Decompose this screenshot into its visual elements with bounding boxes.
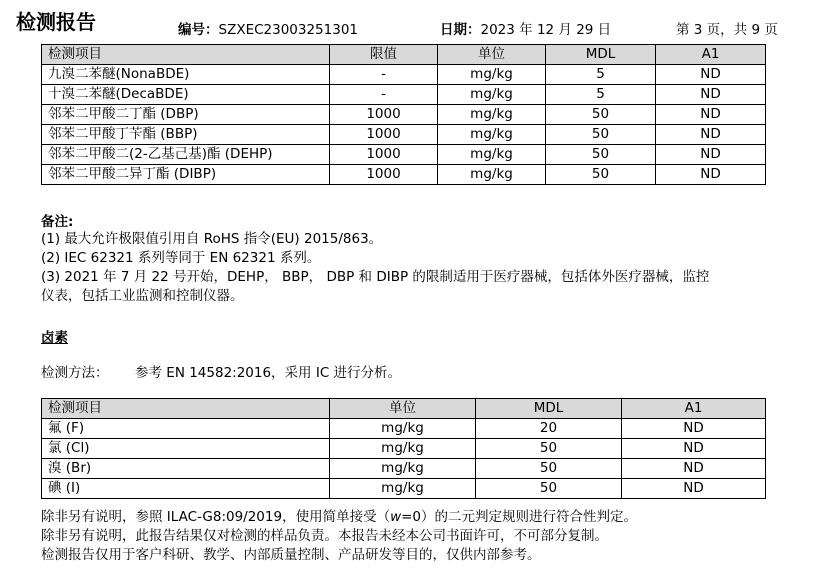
cell-mdl: 20 [476, 419, 622, 439]
col-mdl: MDL [546, 45, 656, 65]
cell-limit: 1000 [330, 125, 438, 145]
table-row [42, 165, 766, 185]
table-row [42, 125, 766, 145]
col-a1: A1 [656, 45, 766, 65]
report-date-label: 日期： [440, 22, 481, 38]
cell-mdl: 50 [546, 105, 656, 125]
footer-usage: 检测报告仅用于客户科研、教学、内部质量控制、产品研发等目的，仅供内部参考。 [41, 547, 541, 563]
test-method-text: 参考 EN 14582:2016，采用 IC 进行分析。 [135, 365, 402, 381]
table-row [42, 419, 766, 439]
cell-test-item: 氯 (Cl) [42, 439, 330, 459]
cell-limit: 1000 [330, 105, 438, 125]
table-row [42, 145, 766, 165]
report-number-label: 编号： [178, 22, 219, 38]
cell-unit: mg/kg [438, 105, 546, 125]
cell-limit: - [330, 85, 438, 105]
cell-limit: 1000 [330, 145, 438, 165]
footer-decision-rule-w: w [390, 509, 402, 525]
cell-unit: mg/kg [438, 85, 546, 105]
cell-unit: mg/kg [438, 165, 546, 185]
table-row [42, 479, 766, 499]
note-item-2: (2) IEC 62321 系列等同于 EN 62321 系列。 [41, 250, 321, 266]
cell-test-item: 邻苯二甲酸丁苄酯 (BBP) [42, 125, 330, 145]
cell-mdl: 50 [476, 439, 622, 459]
footer-liability: 除非另有说明，此报告结果仅对检测的样品负责。本报告未经本公司书面许可，不可部分复制。 [41, 528, 608, 544]
cell-a1: ND [622, 439, 766, 459]
cell-mdl: 50 [546, 145, 656, 165]
table-row [42, 105, 766, 125]
cell-a1: ND [656, 165, 766, 185]
note-item-3: (3) 2021 年 7 月 22 号开始，DEHP， BBP， DBP 和 DIBP 的限制适用于医疗器械，包括体外医疗器械，监控 [41, 269, 710, 285]
cell-unit: mg/kg [438, 125, 546, 145]
cell-test-item: 溴 (Br) [42, 459, 330, 479]
table-header-row [42, 45, 766, 65]
note-item-1: (1) 最大允许极限值引用自 RoHS 指令(EU) 2015/863。 [41, 231, 383, 247]
table-row [42, 65, 766, 85]
cell-test-item: 碘 (I) [42, 479, 330, 499]
test-results-table-halogen [41, 398, 766, 499]
cell-mdl: 50 [476, 479, 622, 499]
cell-mdl: 50 [546, 165, 656, 185]
test-method [41, 361, 401, 381]
cell-test-item: 邻苯二甲酸二丁酯 (DBP) [42, 105, 330, 125]
footer-decision-rule-post: =0）的二元判定规则进行符合性判定。 [401, 509, 638, 525]
report-header [0, 0, 820, 42]
cell-unit: mg/kg [330, 479, 476, 499]
table-row [42, 439, 766, 459]
cell-a1: ND [656, 105, 766, 125]
table-row [42, 85, 766, 105]
test-results-table-pbde-phthalates [41, 44, 766, 185]
cell-mdl: 5 [546, 65, 656, 85]
cell-a1: ND [622, 459, 766, 479]
col-test-item: 检测项目 [42, 45, 330, 65]
cell-a1: ND [656, 85, 766, 105]
cell-test-item: 十溴二苯醚(DecaBDE) [42, 85, 330, 105]
note-item-3-continued: 仪表，包括工业监测和控制仪器。 [41, 288, 244, 304]
footer-decision-rule-pre: 除非另有说明，参照 ILAC-G8:09/2019，使用简单接受（ [41, 509, 391, 525]
cell-unit: mg/kg [330, 459, 476, 479]
cell-a1: ND [622, 419, 766, 439]
cell-a1: ND [656, 65, 766, 85]
notes-title: 备注: [41, 214, 74, 230]
footer-decision-rule [41, 507, 637, 527]
report-date-value: 2023 年 12 月 29 日 [480, 22, 612, 38]
cell-unit: mg/kg [438, 65, 546, 85]
cell-unit: mg/kg [438, 145, 546, 165]
table-header-row [42, 399, 766, 419]
cell-mdl: 50 [546, 125, 656, 145]
report-number [178, 18, 358, 38]
cell-test-item: 邻苯二甲酸二(2-乙基己基)酯 (DEHP) [42, 145, 330, 165]
cell-a1: ND [656, 145, 766, 165]
cell-test-item: 邻苯二甲酸二异丁酯 (DIBP) [42, 165, 330, 185]
cell-unit: mg/kg [330, 419, 476, 439]
report-date [440, 18, 611, 38]
cell-test-item: 氟 (F) [42, 419, 330, 439]
cell-test-item: 九溴二苯醚(NonaBDE) [42, 65, 330, 85]
col-unit: 单位 [330, 399, 476, 419]
cell-limit: - [330, 65, 438, 85]
cell-a1: ND [656, 125, 766, 145]
col-a1: A1 [622, 399, 766, 419]
cell-a1: ND [622, 479, 766, 499]
cell-unit: mg/kg [330, 439, 476, 459]
col-test-item: 检测项目 [42, 399, 330, 419]
halogen-section-title: 卤素 [41, 330, 68, 346]
report-number-value: SZXEC23003251301 [218, 22, 359, 38]
col-limit: 限值 [330, 45, 438, 65]
table-row [42, 459, 766, 479]
cell-limit: 1000 [330, 165, 438, 185]
cell-mdl: 50 [476, 459, 622, 479]
test-method-label: 检测方法： [41, 365, 109, 381]
page-indicator: 第 3 页，共 9 页 [676, 22, 778, 38]
col-mdl: MDL [476, 399, 622, 419]
col-unit: 单位 [438, 45, 546, 65]
cell-mdl: 5 [546, 85, 656, 105]
document-title: 检测报告 [16, 10, 96, 34]
